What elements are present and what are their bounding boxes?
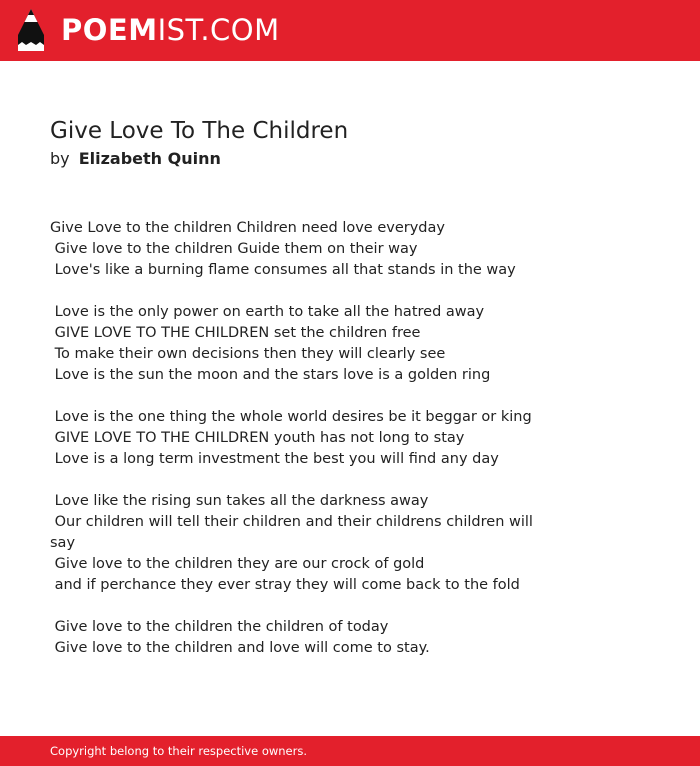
poem-blank-line	[50, 470, 520, 491]
site-footer	[0, 736, 700, 766]
site-header	[0, 0, 700, 61]
poem-line: Love is a long term investment the best you will find any day	[50, 451, 499, 467]
poem-line: Give love to the children they are our crock of gold	[50, 556, 425, 572]
author-name[interactable]: Elizabeth Quinn	[78, 149, 221, 168]
poem-title: Give Love To The Children	[50, 118, 349, 144]
poem-byline	[50, 148, 221, 170]
by-label: by	[50, 149, 70, 168]
logo-text-bold: POEM	[61, 13, 158, 47]
site-logo[interactable]	[18, 9, 280, 51]
poem-line: Give Love to the children Children need love everyday	[50, 220, 445, 236]
logo-text-light: IST.COM	[157, 13, 280, 47]
copyright-text: Copyright belong to their respective owners.	[50, 744, 308, 758]
poem-line: Love is the sun the moon and the stars love is a golden ring	[50, 367, 491, 383]
poem-blank-line	[50, 281, 520, 302]
poem-line: and if perchance they ever stray they will come back to the fold	[50, 577, 520, 593]
poem-line: Give love to the children Guide them on their way	[50, 241, 418, 257]
logo-wordmark	[61, 9, 280, 51]
poem-line: Love is the one thing the whole world desires be it beggar or king	[50, 409, 532, 425]
poem-line: say	[50, 535, 76, 551]
poem-line: Love like the rising sun takes all the darkness away	[50, 493, 429, 509]
poem-body	[50, 218, 533, 659]
poem-line: Give love to the children and love will come to stay.	[50, 640, 430, 656]
poem-line: Love is the only power on earth to take all the hatred away	[50, 304, 485, 320]
pencil-icon	[18, 9, 44, 51]
poem-line: To make their own decisions then they will clearly see	[50, 346, 446, 362]
poem-blank-line	[50, 596, 520, 617]
poem-line: Love's like a burning flame consumes all that stands in the way	[50, 262, 516, 278]
poem-line: GIVE LOVE TO THE CHILDREN youth has not long to stay	[50, 430, 465, 446]
poem-line: GIVE LOVE TO THE CHILDREN set the children free	[50, 325, 421, 341]
poem-blank-line	[50, 386, 520, 407]
poem-line: Give love to the children the children of today	[50, 619, 389, 635]
poem-line: Our children will tell their children and their childrens children will	[50, 514, 533, 530]
